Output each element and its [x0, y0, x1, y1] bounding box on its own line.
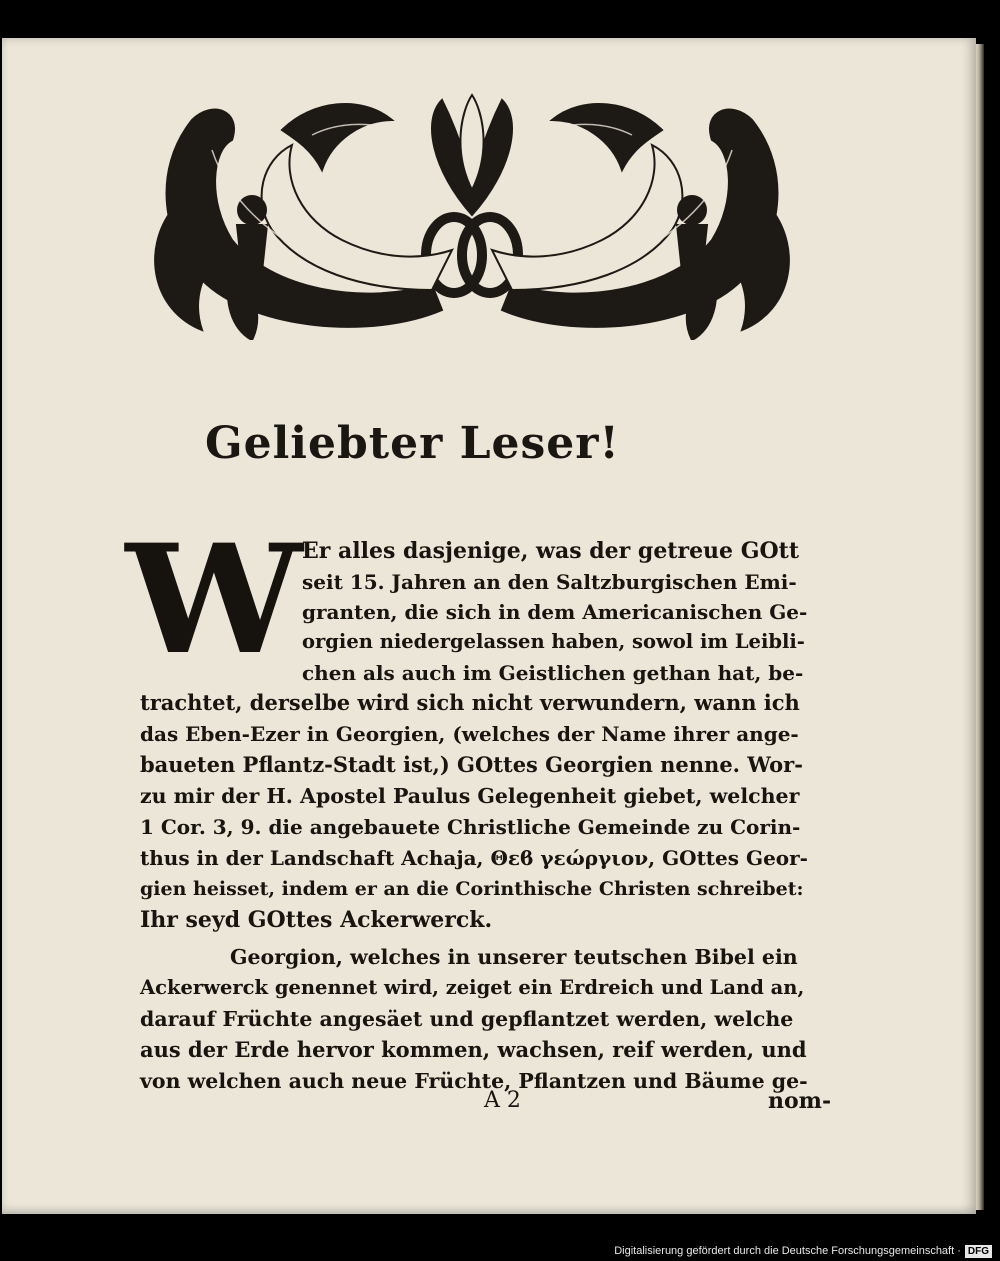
digitization-text: Digitalisierung gefördert durch die Deutsche Forschungsgemeinschaft ·: [614, 1245, 961, 1257]
text-line-12: gien heisset, indem er an die Corinthische Christen schreibet:: [140, 878, 804, 900]
headpiece-ornament: [132, 90, 812, 340]
dfg-logo[interactable]: DFG: [965, 1245, 992, 1258]
text-line-14: Georgion, welches in unserer teutschen Bibel ein: [230, 945, 798, 969]
text-line-17: aus der Erde hervor kommen, wachsen, reif werden, und: [140, 1037, 807, 1062]
signature-mark: A 2: [484, 1088, 521, 1113]
text-line-10: 1 Cor. 3, 9. die angebauete Christliche Gemeinde zu Corin-: [140, 815, 801, 839]
text-line-16: darauf Früchte angesäet und gepflantzet werden, welche: [140, 1007, 794, 1031]
text-line-9: zu mir der H. Apostel Paulus Gelegenheit giebet, welcher: [140, 784, 800, 808]
decorative-initial: [125, 512, 303, 688]
text-line-13: Ihr seyd GOttes Ackerwerck.: [140, 907, 493, 933]
text-line-11: thus in der Landschaft Achaja, Θεϐ γεώργιον, GOttes Geor-: [140, 846, 808, 870]
text-line-2: seit 15. Jahren an den Saltzburgischen Emi-: [302, 570, 797, 594]
text-line-18: von welchen auch neue Früchte, Pflantzen und Bäume ge-: [140, 1069, 808, 1093]
text-line-3: granten, die sich in dem Americanischen Ge-: [302, 600, 808, 624]
text-line-5: chen als auch im Geistlichen gethan hat, be-: [302, 661, 804, 685]
text-line-1: Er alles dasjenige, was der getreue GOtt: [302, 538, 799, 564]
text-line-7: das Eben-Ezer in Georgien, (welches der Name ihrer ange-: [140, 722, 799, 746]
catchword: nom-: [768, 1088, 832, 1114]
text-line-8: baueten Pflantz-Stadt ist,) GOttes Georgien nenne. Wor-: [140, 752, 803, 777]
page-heading: Geliebter Leser!: [205, 418, 620, 469]
initial-letter: W: [125, 512, 303, 688]
text-line-4: orgien niedergelassen haben, sowol im Leibli-: [302, 630, 805, 653]
text-line-6: trachtet, derselbe wird sich nicht verwundern, wann ich: [140, 690, 800, 715]
digitization-note: [614, 1245, 992, 1258]
page-edge: [976, 44, 984, 1210]
text-line-15: Ackerwerck genennet wird, zeiget ein Erdreich und Land an,: [140, 976, 805, 999]
